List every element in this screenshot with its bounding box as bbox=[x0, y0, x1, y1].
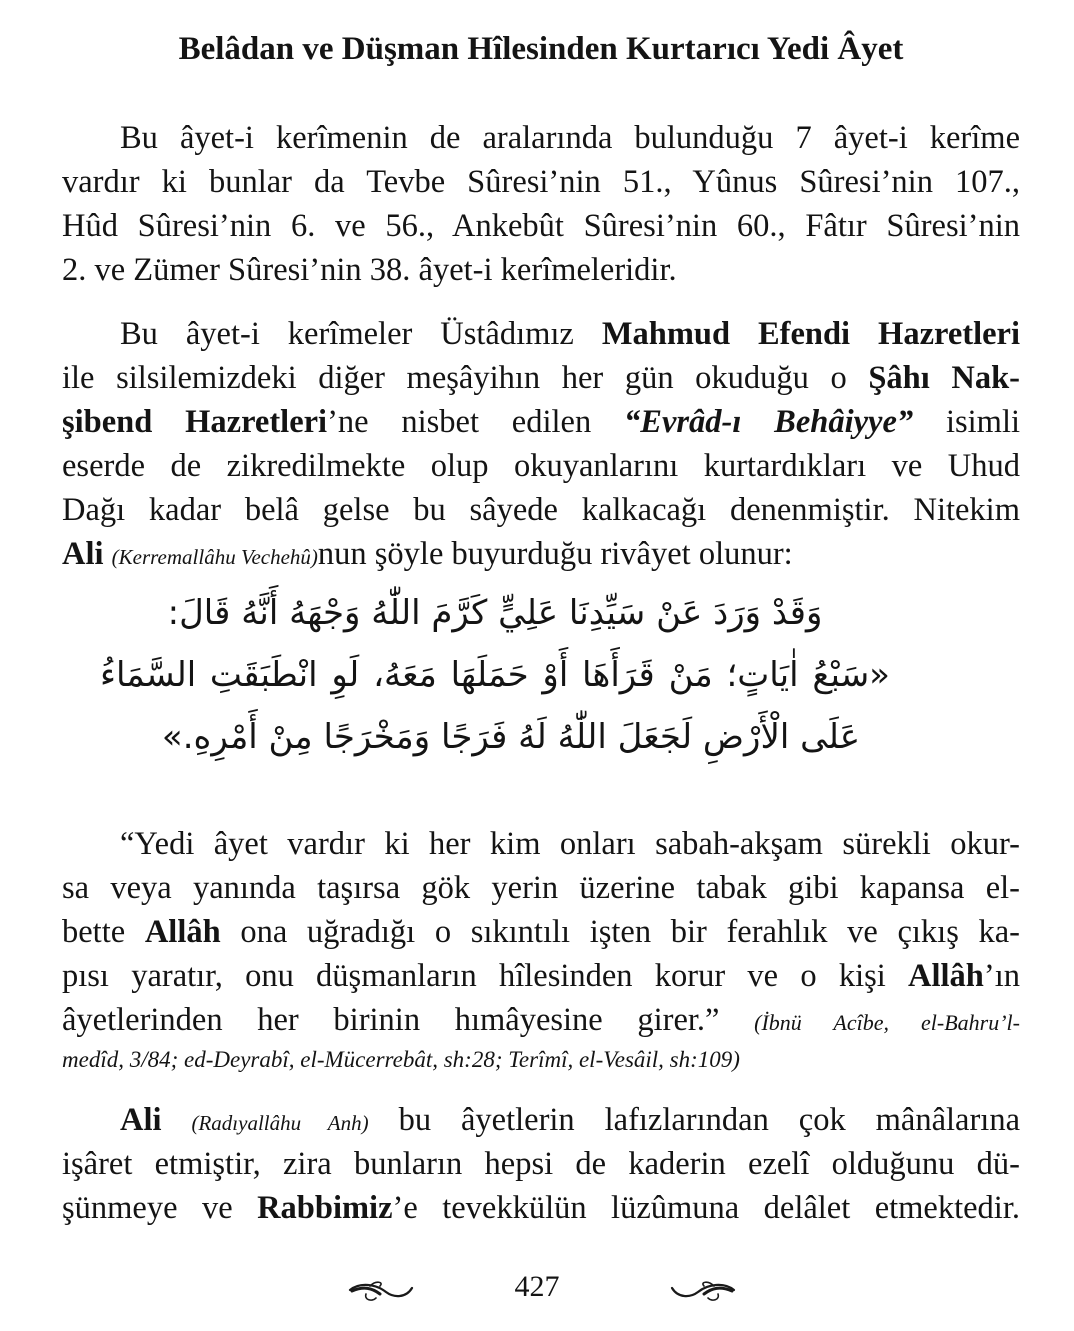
text: pısı yaratır, onu düşmanların hîlesinden korur ve o kişi bbox=[62, 958, 909, 994]
page-footer bbox=[0, 1266, 1074, 1316]
text-line: 2. ve Zümer Sûresi’nin 38. âyet-i kerîmeleridir. bbox=[62, 252, 677, 288]
bold-name: Rabbimiz bbox=[257, 1190, 393, 1226]
text-line bbox=[62, 998, 1020, 1042]
text-line: “Yedi âyet vardır ki her kim onları sabah-akşam sürekli okur- bbox=[120, 826, 1020, 862]
text: âyetlerinden her birinin hımâyesine girer.” bbox=[62, 1002, 755, 1038]
text-line bbox=[62, 532, 1020, 576]
text: ona uğradığı o sıkıntılı işten bir ferahlık ve çıkış ka- bbox=[220, 914, 1020, 950]
text-line bbox=[62, 954, 1020, 998]
honorific: (Kerremallâhu Vechehû) bbox=[111, 545, 318, 569]
text-line: vardır ki bunlar da Tevbe Sûresi’nin 51., Yûnus Sûresi’nin 107., bbox=[62, 164, 1020, 200]
text-line: Bu âyet-i kerîmenin de aralarında bulunduğu 7 âyet-i kerîme bbox=[120, 120, 1020, 156]
text-line: eserde de zikredilmekte olup okuyanlarını kurtardıkları ve Uhud bbox=[62, 448, 1020, 484]
text: ’ın bbox=[983, 958, 1020, 994]
text: nun şöyle buyurduğu rivâyet olunur: bbox=[317, 536, 793, 572]
bold-name: Mahmud Efendi Hazretleri bbox=[601, 316, 1020, 352]
text-line: Dağı kadar belâ gelse bu sâyede kalkacağı denenmiştir. Nitekim bbox=[62, 492, 1020, 528]
text-line: sa veya yanında taşırsa gök yerin üzerine tabak gibi kapansa el- bbox=[62, 870, 1020, 906]
text: ’e tevekkülün lüzûmuna delâlet etmektedir. bbox=[392, 1190, 1020, 1226]
flourish-ornament-right-icon bbox=[668, 1278, 738, 1304]
page-number: 427 bbox=[514, 1270, 560, 1303]
text-line bbox=[62, 400, 1020, 444]
arabic-line: وَقَدْ وَرَدَ عَنْ سَيِّدِنَا عَلِيٍّ كَرَّمَ اللّٰهُ وَجْهَهُ أَنَّهُ قَالَ: bbox=[167, 593, 823, 633]
citation-line: medîd, 3/84; ed-Deyrabî, el-Mücerrebât, sh:28; Terîmî, el-Vesâil, sh:109) bbox=[62, 1047, 740, 1072]
bold-name: Allâh bbox=[908, 958, 984, 994]
bold-name: şibend Hazretleri bbox=[62, 404, 328, 440]
bold-name: Ali bbox=[62, 536, 104, 572]
text: isimli bbox=[913, 404, 1020, 440]
text-line: Hûd Sûresi’nin 6. ve 56., Ankebût Sûresi’nin 60., Fâtır Sûresi’nin bbox=[62, 208, 1020, 244]
bold-name: Şâhı Nak- bbox=[868, 360, 1020, 396]
paragraph-4 bbox=[62, 1098, 1020, 1230]
text-line bbox=[62, 1098, 1020, 1142]
text: ile silsilemizdeki diğer meşâyihın her gün okuduğu o bbox=[62, 360, 869, 396]
honorific: (Radıyallâhu Anh) bbox=[191, 1111, 369, 1135]
text-line bbox=[62, 910, 1020, 954]
text-line: işâret etmiştir, zira bunların hepsi de kaderin ezelî olduğunu dü- bbox=[62, 1146, 1020, 1182]
book-title: “Evrâd-ı Behâiyye” bbox=[624, 404, 914, 440]
paragraph-2 bbox=[62, 312, 1020, 576]
paragraph-3 bbox=[62, 822, 1020, 1078]
citation: (İbnü Acîbe, el-Bahru’l- bbox=[754, 1010, 1020, 1035]
bold-name: Allâh bbox=[144, 914, 221, 950]
text-line bbox=[62, 1186, 1020, 1230]
bold-name: Ali bbox=[120, 1102, 162, 1138]
book-page bbox=[62, 22, 1020, 572]
text: ’ne nisbet edilen bbox=[327, 404, 625, 440]
text: Bu âyet-i kerîmeler Üstâdımız bbox=[120, 316, 602, 352]
text: bette bbox=[62, 914, 145, 950]
arabic-quote bbox=[100, 582, 890, 768]
page-title: Belâdan ve Düşman Hîlesinden Kurtarıcı Yedi Âyet bbox=[178, 31, 904, 67]
arabic-line: عَلَى الْأَرْضِ لَجَعَلَ اللّٰهُ لَهُ فَرَجًا وَمَخْرَجًا مِنْ أَمْرِهِ.» bbox=[161, 717, 860, 757]
arabic-line: «سَبْعُ اٰيَاتٍ؛ مَنْ قَرَأَهَا أَوْ حَمَلَهَا مَعَهُ، لَوِ انْطَبَقَتِ السَّمَاءُ bbox=[100, 655, 890, 695]
text-line bbox=[62, 356, 1020, 400]
text: bu âyetlerin lafızlarından çok mânâlarına bbox=[368, 1102, 1020, 1138]
text: şünmeye ve bbox=[62, 1190, 258, 1226]
text-line bbox=[62, 312, 1020, 356]
paragraph-1 bbox=[62, 116, 1020, 292]
